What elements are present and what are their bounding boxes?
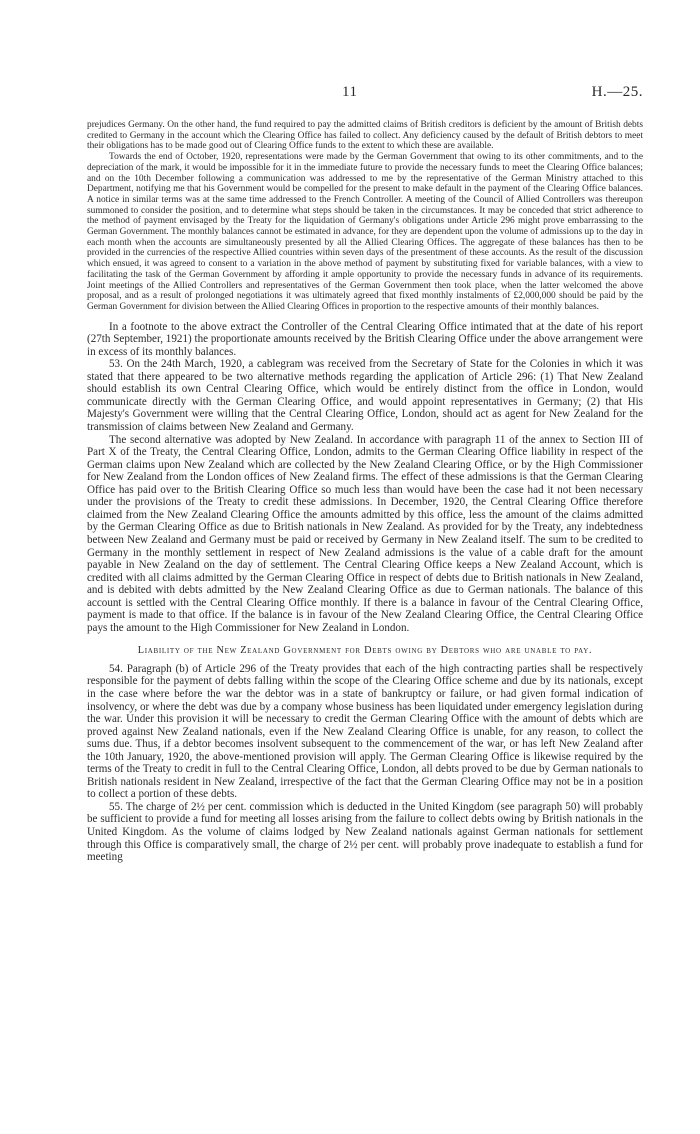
page-number: 11 (342, 84, 358, 100)
document-reference: H.—25. (591, 84, 643, 100)
page-header (87, 0, 643, 106)
paragraph-second-alternative: The second alternative was adopted by New Zealand. In accordance with paragraph 11 of the annex to Section III of Part X of the Treaty, the Central Clearing Office, London, admits to the German Clearing Office liability in respect of the German claims upon New Zealand which are collected by the New Zealand Clearing Office, or by the High Commissioner for New Zealand from the London offices of New Zealand firms. The effect of these admissions is that the German Clearing Office has paid over to the British Clearing Office so much less than would have been the case had it not been necessary under the provisions of the Treaty to credit these admissions. In December, 1920, the Central Clearing Office therefore claimed from the New Zealand Clearing Office the amounts admitted by this office, less the amount of the claims admitted by the German Clearing Office as due to British nationals in New Zealand. As provided for by the Treaty, any indebtedness between New Zealand and Germany must be paid or received by Germany in New Zealand itself. The sum to be credited to Germany in the monthly settlement in respect of New Zealand admissions is the value of a cable draft for the amount payable in New Zealand on the day of settlement. The Central Clearing Office keeps a New Zealand Account, which is credited with all claims admitted by the German Clearing Office in respect of debts due to British nationals in New Zealand, and is debited with debts admitted by the New Zealand Clearing Office as due to German nationals. The balance of this account is settled with the Central Clearing Office monthly. If there is a balance in favour of the Central Clearing Office, payment is made to that office. If the balance is in favour of the New Zealand Clearing Office, the Central Clearing Office pays the amount to the High Commissioner for New Zealand in London. (87, 433, 643, 634)
body-text (87, 321, 643, 635)
quote-paragraph: prejudices Germany. On the other hand, the fund required to pay the admitted claims of British creditors is deficient by the amount of British debts credited to Germany in the account which the Clearing Office has failed to collect. Any deficiency caused by the default of British debtors to meet their obligations has to be made good out of Clearing Office funds to the extent to which these are available. (87, 120, 643, 152)
paragraph-footnote-remark: In a footnote to the above extract the Controller of the Central Clearing Office intimated that at the date of his report (27th September, 1921) the proportionate amounts received by the British Clearing Office under the above arrangement were in excess of its monthly balances. (87, 320, 643, 358)
quoted-memorandum (87, 120, 643, 313)
paragraph-54: 54. Paragraph (b) of Article 296 of the Treaty provides that each of the high contracting parties shall be respectively responsible for the payment of debts falling within the scope of the Clearing Office scheme and due by its nationals, except in the case where before the war the debtor was in a state of bankruptcy or failure, or had given formal indication of insolvency, or where the debt was due by a company whose business has been liquidated under emergency legislation during the war. Under this provision it will be necessary to credit the German Clearing Office with the amount of debts which are proved against New Zealand nationals, even if the New Zealand Clearing Office is unable, for any reason, to collect the sums due. Thus, if a debtor becomes insolvent subsequent to the commencement of the war, or has left New Zealand after the 10th January, 1920, the above-mentioned provision will apply. The German Clearing Office is likewise required by the terms of the Treaty to credit in full to the Central Clearing Office, London, all debts proved to be due by German nationals to British nationals resident in New Zealand, irrespective of the fact that the German Clearing Office may not be in a position to collect a portion of these debts. (87, 662, 643, 801)
paragraph-53: 53. On the 24th March, 1920, a cablegram was received from the Secretary of State for the Colonies in which it was stated that there appeared to be two alternative methods regarding the application of Article 296: (1) That New Zealand should establish its own Central Clearing Office, which would be entirely distinct from the office in London, would communicate directly with the German Clearing Office, and would appoint representatives in Germany; (2) that His Majesty's Government were willing that the Central Clearing Office, London, should act as agent for New Zealand for the transmission of claims between New Zealand and Germany. (87, 358, 643, 434)
quote-paragraph: Towards the end of October, 1920, representations were made by the German Government that owing to its other commitments, and to the depreciation of the mark, it would be impossible for it in the immediate future to provide the necessary funds to meet the Clearing Office balances; and on the 10th December following a communication was addressed to me by the representative of the German Ministry attached to this Department, notifying me that his Government would be compelled for the present to make default in the payment of the Clearing Office balances. A notice in similar terms was at the same time addressed to the French Controller. A meeting of the Council of Allied Controllers was thereupon summoned to consider the position, and to determine what steps should be taken in the circumstances. It may be conceded that strict adherence to the method of payment envisaged by the Treaty for the liquidation of Germany's obligations under Article 296 might prove embarrassing to the German Government. The monthly balances cannot be estimated in advance, for they are dependent upon the volume of admissions up to the day in each month when the accounts are simultaneously presented by all the Allied Clearing Offices. The aggregate of these balances has then to be provided in the currencies of the respective Allied countries within seven days of the presentment of these accounts. As the result of the discussion which ensued, it was agreed to consent to a variation in the above method of payment by substituting fixed for variable balances, with a view to facilitating the task of the German Government by affording it ample opportunity to provide the necessary funds in advance of its requirements. Joint meetings of the Allied Controllers and representatives of the German Government then took place, when the latter welcomed the above proposal, and as a result of prolonged negotiations it was ultimately agreed that fixed monthly instalments of £2,000,000 should be paid by the German Government for division between the Allied Clearing Offices in proportion to the respective amounts of their monthly balances. (87, 152, 643, 312)
paragraph-55: 55. The charge of 2½ per cent. commission which is deducted in the United Kingdom (see paragraph 50) will probably be sufficient to provide a fund for meeting all losses arising from the failure to collect debts owing by British nationals in the United Kingdom. As the volume of claims lodged by New Zealand nationals against German nationals for settlement through this Office is comparatively small, the charge of 2½ per cent. will probably prove inadequate to establish a fund for meeting (87, 800, 643, 864)
section-heading: Liability of the New Zealand Government for Debts owing by Debtors who are unable to pay. (137, 645, 593, 657)
body-text-continued (87, 663, 643, 864)
